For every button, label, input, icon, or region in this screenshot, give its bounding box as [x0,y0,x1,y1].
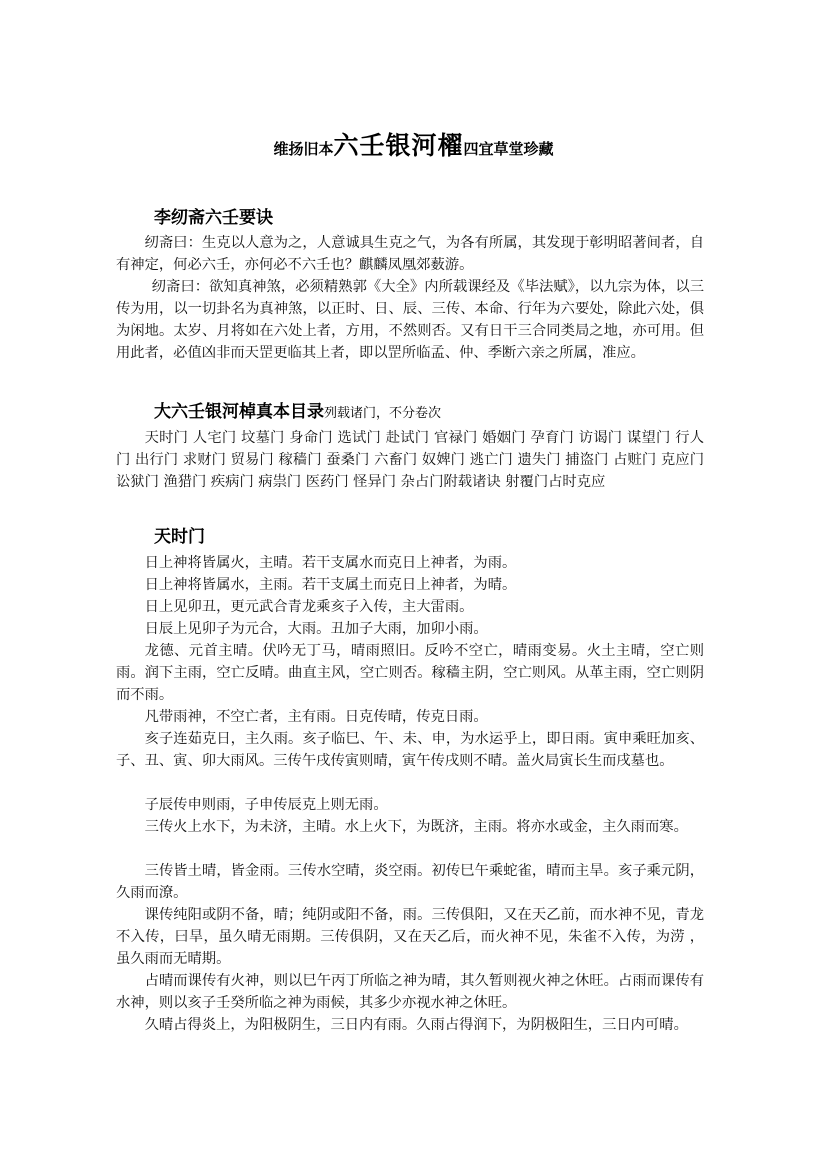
page-title [0,126,827,162]
title-suffix: 四宜草堂珍藏 [463,140,554,158]
paragraph: 久晴占得炎上，为阳极阴生，三日内有雨。久雨占得润下，为阴极阳生，三日内可晴。 [144,1017,688,1033]
title-prefix: 维扬旧本 [273,140,334,158]
paragraph: 日上见卯丑，更元武合青龙乘亥子入传，主大雷雨。 [144,599,474,615]
title-main: 六壬银河櫂 [333,131,464,160]
paragraph: 亥子连茹克日，主久雨。亥子临巳、午、未、申，为水运乎上，即日雨。寅申乘旺加亥、子、丑、寅、卯大雨风。三传午戌传寅则晴，寅午传戌则不晴。盖火局寅长生而戌墓也。 [116,731,704,769]
paragraph: 日上神将皆属火，主晴。若干支属水而克日上神者，为雨。 [144,555,517,571]
section-heading-2-note: 列载诸门，不分卷次 [324,406,442,421]
paragraph: 三传皆土晴，皆金雨。三传水空晴，炎空雨。初传巳午乘蛇雀，晴而主旱。亥子乘元阴，久雨而潦。 [116,863,704,901]
paragraph: 纫斋曰：生克以人意为之，人意诚具生克之气，为各有所属，其发现于彰明昭著间者，自有神定，何必六壬，亦何必不六壬也？麒麟凤凰郊薮游。 [116,235,704,273]
paragraph: 子辰传申则雨，子申传辰克上则无雨。 [144,797,388,813]
section-heading-1: 李纫斋六壬要诀 [154,208,273,228]
paragraph: 纫斋曰：欲知真神煞，必须精熟郭《大全》内所载课经及《毕法赋》，以九宗为体，以三传为用，以一切卦名为真神煞，以正时、日、辰、三传、本命、行年为六要处，除此六处，俱为闲地。太岁、月将如在六处上者，方用，不然则否。又有日干三合同类局之地，亦可用。但用此者，必值凶非而天罡更临其上者，即以罡所临孟、仲、季断六亲之所属，准应。 [116,279,704,361]
paragraph: 课传纯阳或阴不备，晴；纯阴或阳不备，雨。三传俱阳，又在天乙前，而水神不见，青龙不入传，曰旱，虽久晴无雨期。三传俱阴，又在天乙后，而火神不见，朱雀不入传，为涝 ，虽久雨而无晴期。 [116,907,704,967]
section-heading-3: 天时门 [154,527,205,547]
paragraph: 日上神将皆属水，主雨。若干支属土而克日上神者，为晴。 [144,577,517,593]
paragraph: 日辰上见卯子为元合，大雨。丑加子大雨，加卯小雨。 [144,621,488,637]
paragraph: 龙德、元首主晴。伏吟无丁马，晴雨照旧。反吟不空亡，晴雨变易。火土主晴，空亡则雨。润下主雨，空亡反晴。曲直主风，空亡则否。稼穑主阴，空亡则风。从革主雨，空亡则阴而不雨。 [116,643,704,703]
paragraph: 凡带雨神，不空亡者，主有雨。日克传晴，传克日雨。 [144,709,488,725]
paragraph: 三传火上水下，为未济，主晴。水上火下，为既济，主雨。将亦水或金，主久雨而寒。 [144,819,688,835]
section-heading-2 [154,397,441,422]
section-heading-2-title: 大六壬银河棹真本目录 [154,402,324,422]
catalog-list: 天时门 人宅门 坟墓门 身命门 选试门 赴试门 官禄门 婚姻门 孕育门 访谒门 谋望门 行人门 出行门 求财门 贸易门 稼穑门 蚕桑门 六畜门 奴婢门 逃亡门 遗失门 捕盗门 占赃门 克应门 讼狱门 渔猎门 疾病门 病祟门 医药门 怪异门 杂占门附载诸诀 射覆门占时克应 [116,430,704,490]
paragraph: 占晴而课传有火神，则以巳午丙丁所临之神为晴，其久暂则视火神之休旺。占雨而课传有水神，则以亥子壬癸所临之神为雨候，其多少亦视水神之休旺。 [116,973,704,1011]
